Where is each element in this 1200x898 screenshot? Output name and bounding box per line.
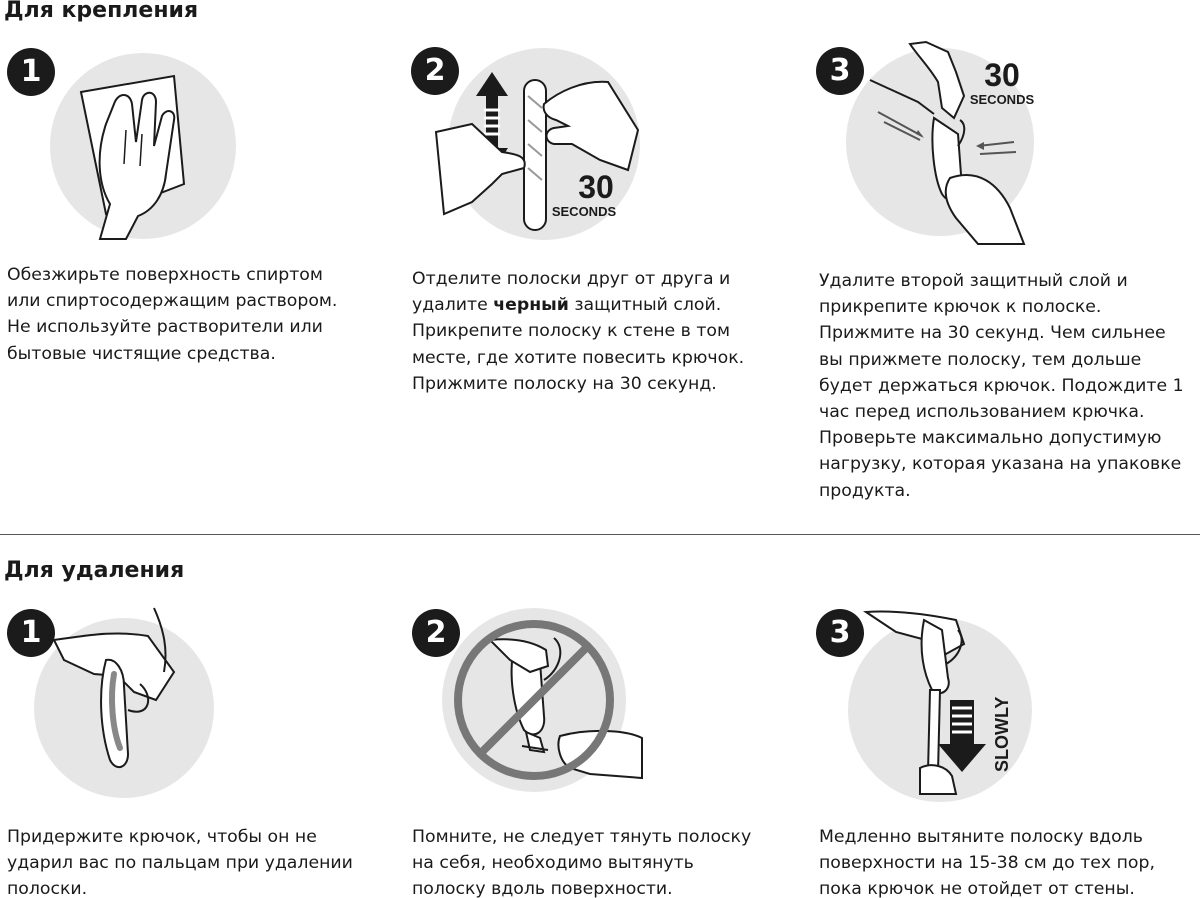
step-number-badge: 2 [411, 47, 459, 95]
text-line: Прижмите на 30 секунд. Чем сильнее [819, 323, 1166, 344]
text-line: вы прижмете полоску, тем дольше [819, 349, 1142, 370]
attach-section-title: Для крепления [4, 0, 199, 23]
step-number-badge: 1 [7, 609, 55, 657]
text-line: продукта. [819, 480, 911, 501]
remove-step-1-text [7, 824, 377, 898]
text-line: будет держаться крючок. Подождите 1 [819, 375, 1184, 396]
text-line: месте, где хотите повесить крючок. [412, 347, 745, 368]
text-line: Проверьте максимально допустимую [819, 428, 1162, 449]
step-number-badge: 3 [816, 609, 864, 657]
seconds-unit: SECONDS [969, 92, 1035, 107]
text-line: Не используйте растворители или [7, 317, 323, 338]
text-line: Прикрепите полоску к стене в том [412, 321, 731, 342]
text-line: полоску вдоль поверхности. [412, 879, 673, 898]
text-line: пока крючок не отойдет от стены. [819, 879, 1135, 898]
text-line: поверхности на 15-38 см до тех пор, [819, 853, 1155, 874]
press-strip-icon [432, 34, 682, 244]
text-line: Обезжирьте поверхность спиртом [7, 265, 323, 285]
attach-step-1-text [7, 262, 377, 367]
slowly-label: SLOWLY [992, 696, 1012, 772]
text-part: защитный слой. [568, 295, 722, 316]
hold-hook-icon [24, 600, 274, 810]
press-hook-icon [838, 38, 1088, 248]
step-number-badge: 2 [412, 609, 460, 657]
stretch-slowly-icon [836, 600, 1086, 810]
text-line: на себя, необходимо вытянуть [412, 853, 694, 874]
seconds-number: 30 [578, 169, 614, 205]
step-number-badge: 3 [816, 47, 864, 95]
text-part: удалите [412, 295, 494, 316]
attach-step-3-text [819, 268, 1189, 504]
remove-section-title: Для удаления [4, 558, 185, 583]
text-line: или спиртосодержащим раствором. [7, 291, 338, 312]
no-pull-icon [430, 600, 680, 810]
text-line: Удалите второй защитный слой и [819, 271, 1128, 291]
text-line: Медленно вытяните полоску вдоль [819, 827, 1143, 847]
text-line: час перед использованием крючка. [819, 402, 1145, 423]
seconds-unit: SECONDS [551, 204, 617, 219]
text-line: прикрепите крючок к полоске. [819, 297, 1102, 318]
text-line: бытовые чистящие средства. [7, 343, 276, 364]
step-number-badge: 1 [7, 48, 55, 96]
remove-step-2-text [412, 824, 782, 898]
text-line: нагрузку, которая указана на упаковке [819, 454, 1182, 475]
wipe-surface-icon [26, 34, 276, 244]
text-line: Помните, не следует тянуть полоску [412, 827, 752, 847]
text-line: ударил вас по пальцам при удалении [7, 853, 353, 874]
text-line: Отделите полоски друг от друга и [412, 269, 731, 289]
attach-step-2-text [412, 266, 782, 397]
text-line [412, 292, 782, 318]
text-line: Придержите крючок, чтобы он не [7, 827, 317, 847]
remove-step-3-text [819, 824, 1189, 898]
text-line: Прижмите полоску на 30 секунд. [412, 373, 717, 394]
bold-text: черный [493, 295, 569, 316]
section-divider [0, 534, 1200, 535]
seconds-number: 30 [984, 57, 1020, 93]
text-line: полоски. [7, 879, 88, 898]
